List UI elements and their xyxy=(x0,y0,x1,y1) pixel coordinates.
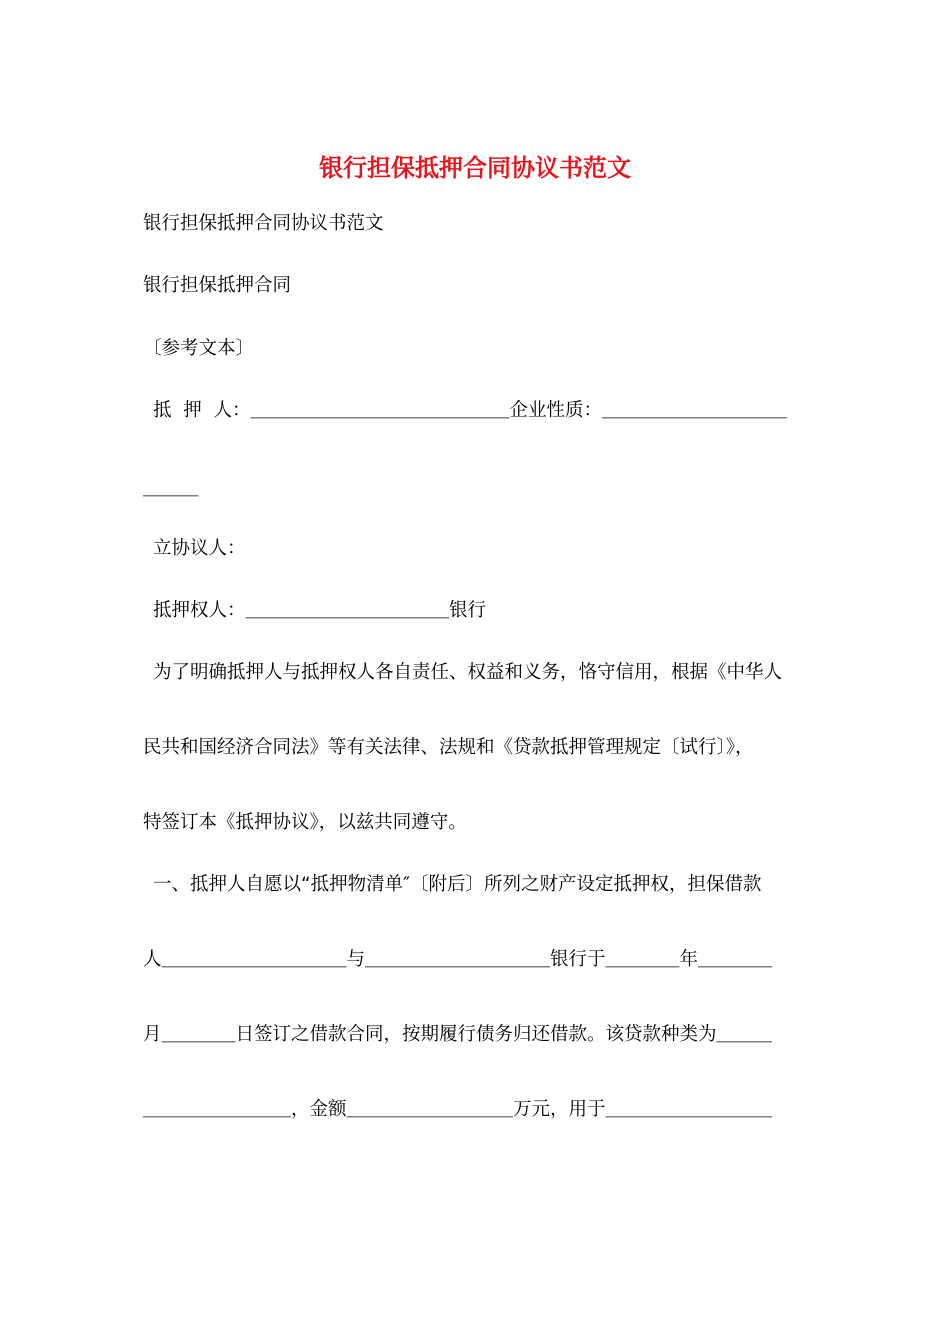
preamble-line-3: 特签订本《抵押协议》，以兹共同遵守。 xyxy=(143,812,467,833)
clause-1-line-1: 一、抵押人自愿以“抵押物清单″〔附后〕所列之财产设定抵押权，担保借款 xyxy=(153,874,762,895)
document-subtitle: 银行担保抵押合同协议书范文 xyxy=(143,213,384,234)
clause-1-line-3: 月＿＿＿＿日签订之借款合同，按期履行债务归还借款。该贷款种类为＿＿＿ xyxy=(143,1024,773,1045)
clause-1-line-2: 人＿＿＿＿＿＿＿＿＿＿与＿＿＿＿＿＿＿＿＿＿银行于＿＿＿＿年＿＿＿＿ xyxy=(143,949,773,970)
preamble-line-1: 为了明确抵押人与抵押权人各自责任、权益和义务，恪守信用，根据《中华人 xyxy=(153,662,783,683)
document-title: 银行担保抵押合同协议书范文 xyxy=(319,153,631,182)
mortgagee-line: 抵押权人：＿＿＿＿＿＿＿＿＿＿＿银行 xyxy=(153,600,487,621)
contract-heading: 银行担保抵押合同 xyxy=(143,275,292,296)
reference-note: 〔参考文本〕 xyxy=(143,338,255,359)
mortgagor-line-continued: ＿＿＿ xyxy=(143,478,199,499)
clause-1-line-4: ＿＿＿＿＿＿＿＿，金额＿＿＿＿＿＿＿＿＿万元，用于＿＿＿＿＿＿＿＿＿ xyxy=(143,1099,773,1120)
preamble-line-2: 民共和国经济合同法》等有关法律、法规和《贷款抵押管理规定〔试行〕》， xyxy=(143,737,754,758)
mortgagor-line: 抵 押 人：＿＿＿＿＿＿＿＿＿＿＿＿＿＿企业性质：＿＿＿＿＿＿＿＿＿＿ xyxy=(153,400,788,421)
agreement-party-line: 立协议人： xyxy=(153,538,246,559)
